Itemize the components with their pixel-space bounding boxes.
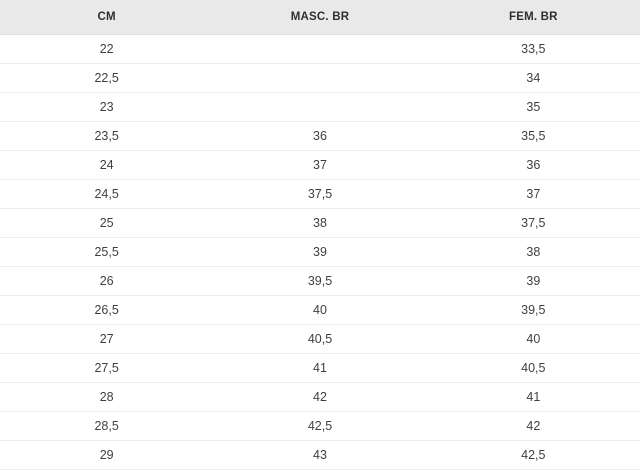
cell-cm: 28,5 <box>0 412 213 441</box>
table-row <box>0 267 640 296</box>
table-row <box>0 209 640 238</box>
table-row <box>0 35 640 64</box>
table-row <box>0 93 640 122</box>
cell-masc-br: 42,5 <box>213 412 426 441</box>
column-header-fem-br: FEM. BR <box>427 0 640 35</box>
cell-masc-br: 36 <box>213 122 426 151</box>
cell-fem-br: 34 <box>427 64 640 93</box>
cell-fem-br: 40 <box>427 325 640 354</box>
cell-masc-br: 37 <box>213 151 426 180</box>
table-body <box>0 35 640 470</box>
cell-masc-br: 40 <box>213 296 426 325</box>
cell-masc-br <box>213 93 426 122</box>
cell-cm: 23,5 <box>0 122 213 151</box>
table-row <box>0 325 640 354</box>
cell-cm: 25 <box>0 209 213 238</box>
table-row <box>0 354 640 383</box>
cell-masc-br: 42 <box>213 383 426 412</box>
cell-fem-br: 39,5 <box>427 296 640 325</box>
cell-fem-br: 35,5 <box>427 122 640 151</box>
table-row <box>0 238 640 267</box>
table-header-row <box>0 0 640 35</box>
cell-masc-br: 43 <box>213 441 426 470</box>
table-row <box>0 64 640 93</box>
cell-cm: 22 <box>0 35 213 64</box>
cell-cm: 27,5 <box>0 354 213 383</box>
table-row <box>0 296 640 325</box>
column-header-masc-br: MASC. BR <box>213 0 426 35</box>
cell-cm: 28 <box>0 383 213 412</box>
cell-fem-br: 35 <box>427 93 640 122</box>
cell-masc-br: 39,5 <box>213 267 426 296</box>
table-row <box>0 180 640 209</box>
table-row <box>0 441 640 470</box>
table-row <box>0 412 640 441</box>
cell-fem-br: 37 <box>427 180 640 209</box>
cell-cm: 23 <box>0 93 213 122</box>
cell-cm: 22,5 <box>0 64 213 93</box>
table-row <box>0 151 640 180</box>
cell-cm: 25,5 <box>0 238 213 267</box>
cell-fem-br: 42 <box>427 412 640 441</box>
table-row <box>0 383 640 412</box>
cell-masc-br: 39 <box>213 238 426 267</box>
cell-masc-br: 37,5 <box>213 180 426 209</box>
cell-fem-br: 42,5 <box>427 441 640 470</box>
cell-fem-br: 36 <box>427 151 640 180</box>
cell-fem-br: 38 <box>427 238 640 267</box>
cell-cm: 24 <box>0 151 213 180</box>
column-header-cm: CM <box>0 0 213 35</box>
cell-fem-br: 33,5 <box>427 35 640 64</box>
cell-masc-br: 38 <box>213 209 426 238</box>
table-header <box>0 0 640 35</box>
cell-masc-br: 41 <box>213 354 426 383</box>
cell-cm: 29 <box>0 441 213 470</box>
cell-fem-br: 39 <box>427 267 640 296</box>
cell-masc-br <box>213 64 426 93</box>
cell-masc-br <box>213 35 426 64</box>
cell-fem-br: 37,5 <box>427 209 640 238</box>
cell-masc-br: 40,5 <box>213 325 426 354</box>
cell-fem-br: 40,5 <box>427 354 640 383</box>
table-row <box>0 122 640 151</box>
cell-cm: 24,5 <box>0 180 213 209</box>
cell-cm: 26,5 <box>0 296 213 325</box>
cell-cm: 27 <box>0 325 213 354</box>
cell-cm: 26 <box>0 267 213 296</box>
cell-fem-br: 41 <box>427 383 640 412</box>
